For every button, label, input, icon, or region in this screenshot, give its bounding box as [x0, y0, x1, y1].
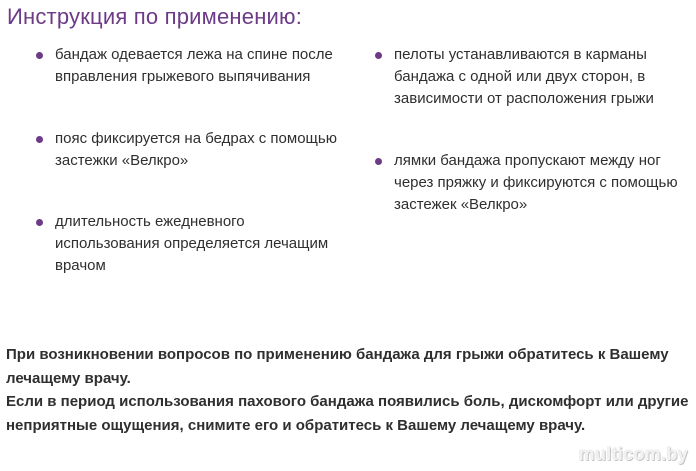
- list-item: [375, 150, 693, 216]
- bullet-dot-icon: [375, 52, 382, 59]
- bullet-dot-icon: [375, 158, 382, 165]
- list-item-text: пелоты устанавливаются в карманы бандажа с одной или двух сторон, в зависимости от расположения грыжи: [394, 46, 654, 107]
- page-title: Инструкция по применению:: [7, 4, 303, 29]
- notice-paragraph-questions: При возникновении вопросов по применению бандажа для грыжи обратитесь к Вашему лечащему врачу.: [6, 346, 669, 387]
- watermark-logo: multicom.by: [578, 444, 688, 464]
- list-item-text: пояс фиксируется на бедрах с помощью застежки «Велкро»: [55, 130, 337, 169]
- list-item: [375, 44, 693, 110]
- bullet-dot-icon: [36, 219, 43, 226]
- instructions-right-list: [375, 44, 693, 256]
- list-item-text: бандаж одевается лежа на спине после вправления грыжевого выпячивания: [55, 46, 333, 85]
- notice-paragraph-discomfort: Если в период использования пахового бандажа появились боль, дискомфорт или другие неприятные ощущения, снимите его и обратитесь к Вашему лечащему врачу.: [6, 393, 689, 434]
- list-item-text: лямки бандажа пропускают между ног через пряжку и фиксируются с помощью застежек «Велкро»: [394, 152, 678, 213]
- bullet-dot-icon: [36, 52, 43, 59]
- list-item: [36, 128, 346, 172]
- bullet-dot-icon: [36, 136, 43, 143]
- list-item-text: длительность ежедневного использования определяется лечащим врачом: [55, 213, 329, 274]
- instructions-left-list: [36, 44, 346, 317]
- list-item: [36, 44, 346, 88]
- doctor-notice: [6, 343, 694, 437]
- list-item: [36, 211, 346, 277]
